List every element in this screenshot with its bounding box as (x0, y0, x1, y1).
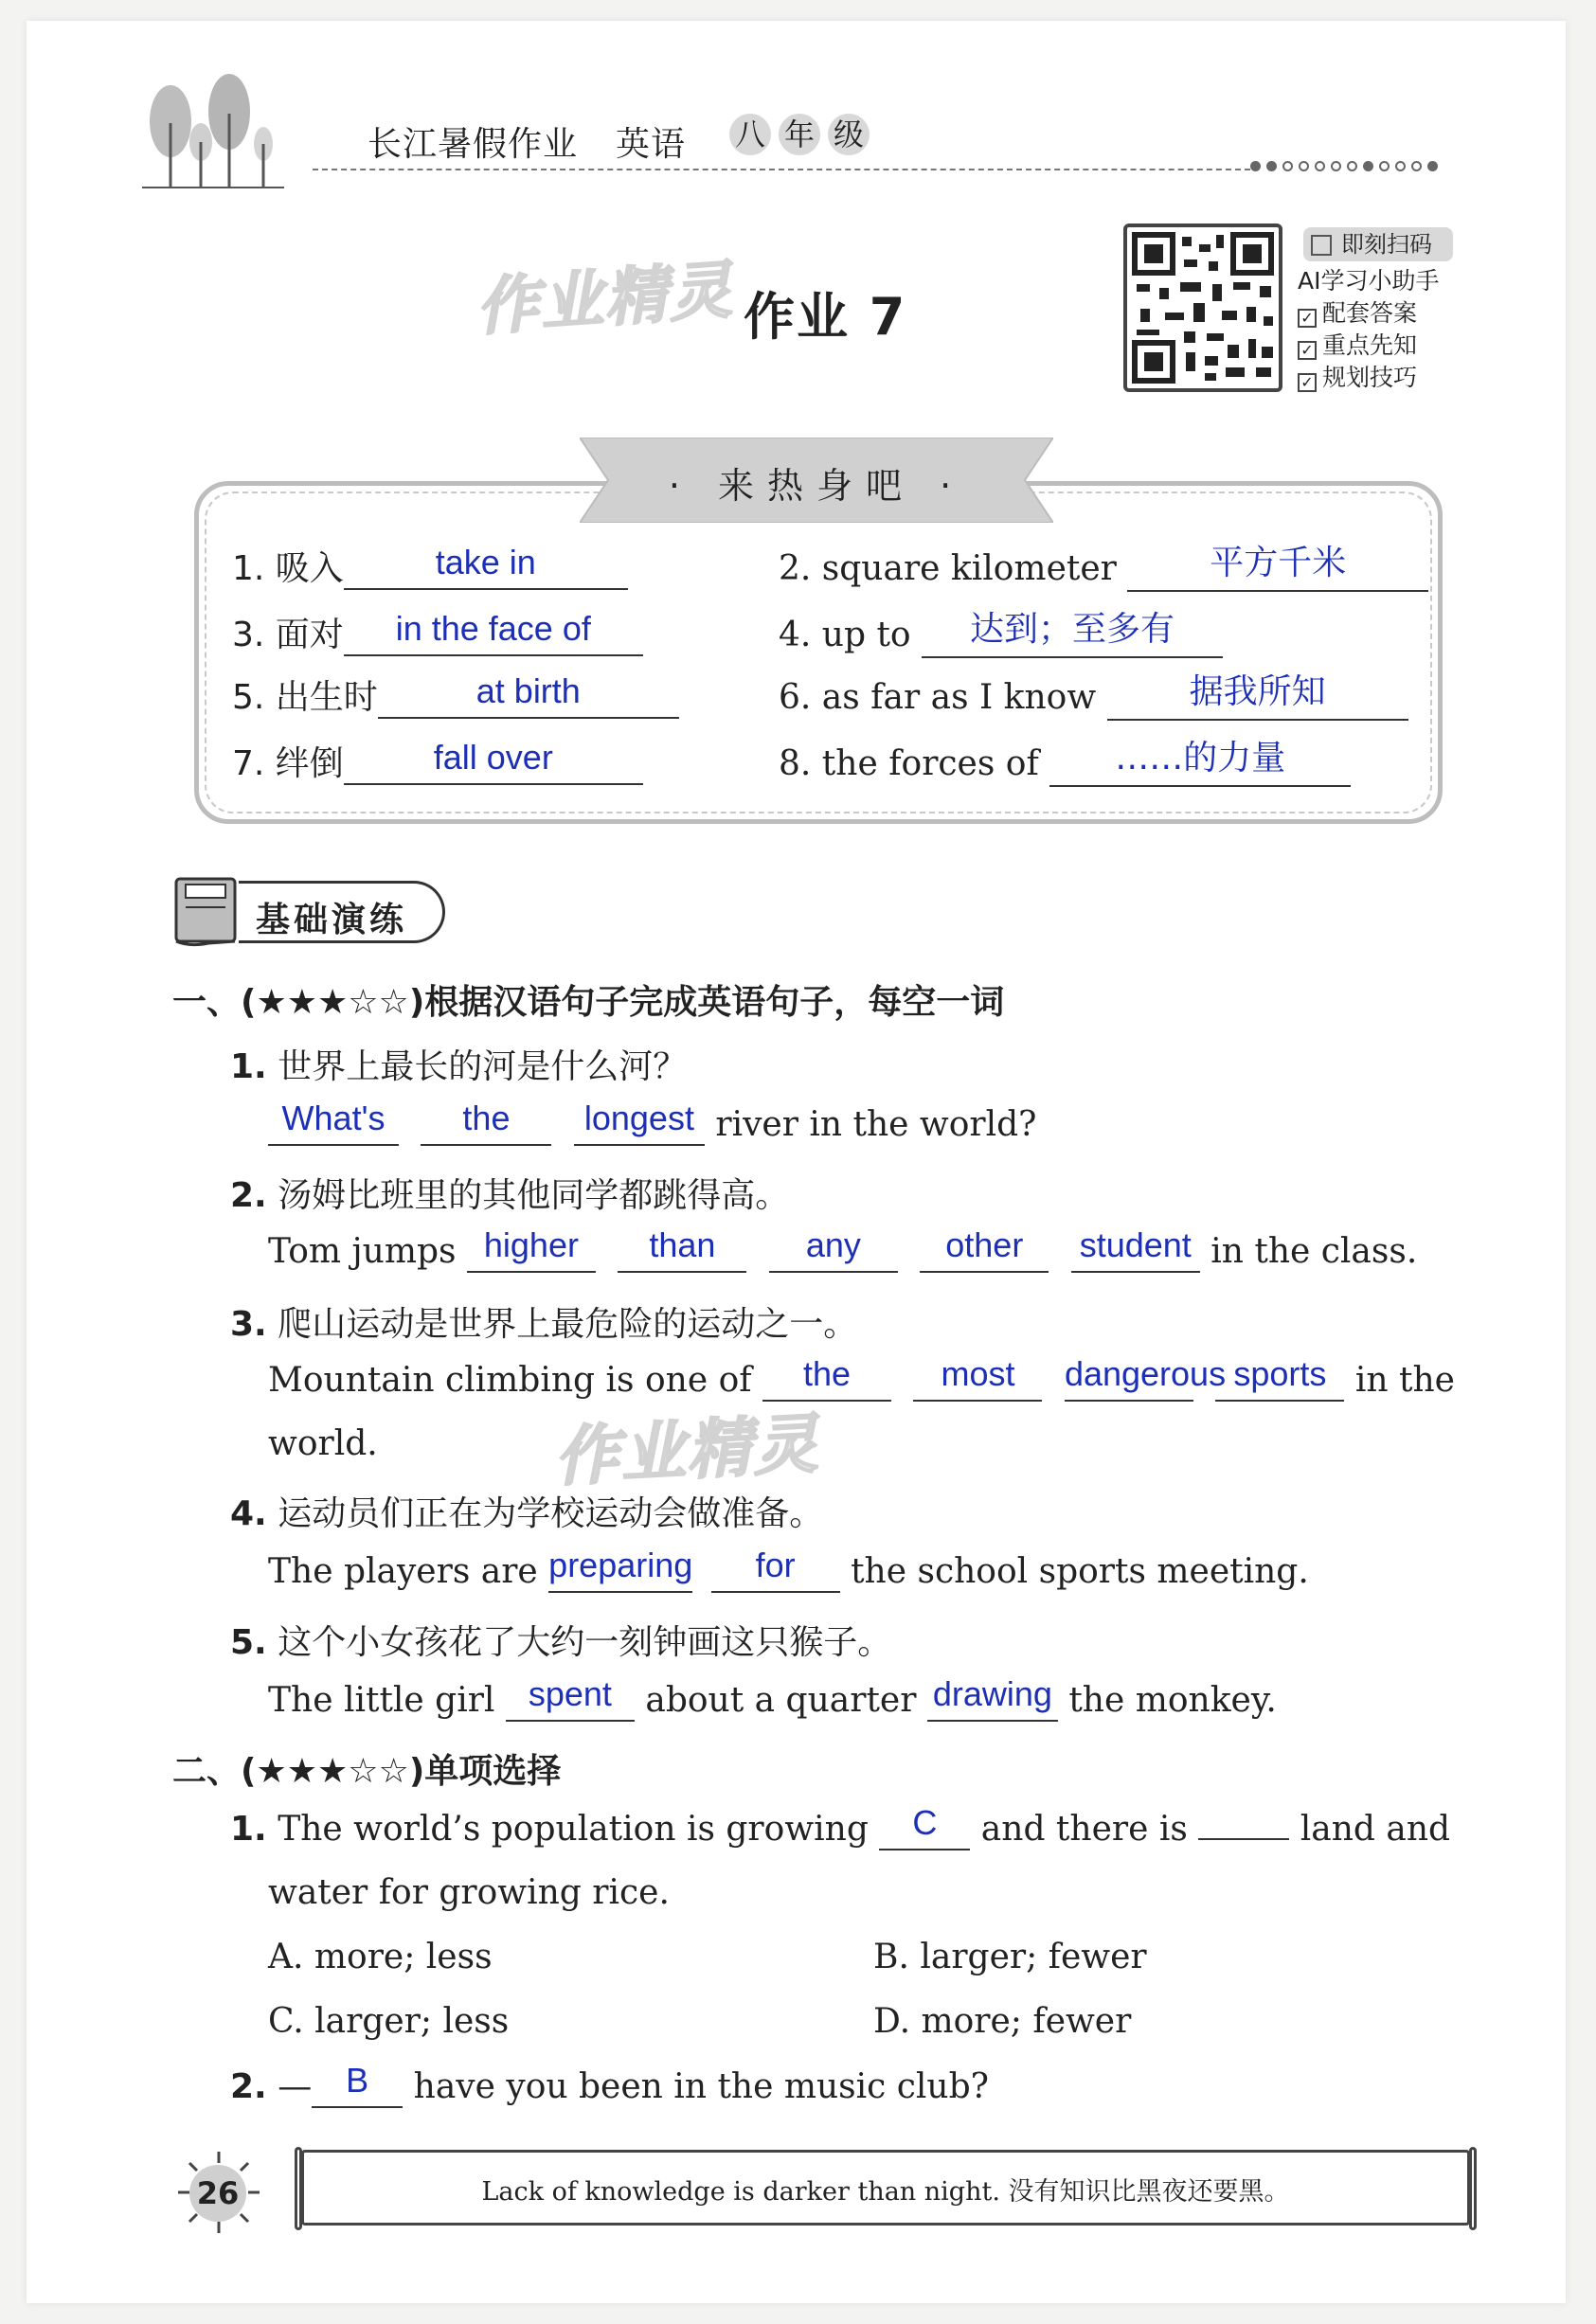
warmup-item: 1. 吸入 take in (232, 542, 628, 590)
answer-blank[interactable]: dangerous (1065, 1360, 1193, 1402)
question-cn: 5. 这个小女孩花了大约一刻钟画这只猴子。 (230, 1623, 892, 1662)
answer-blank[interactable]: the (762, 1360, 891, 1402)
answer-blank[interactable]: the (421, 1104, 551, 1146)
grade-char: 八 (729, 114, 771, 155)
answer-blank[interactable]: in the face of (344, 615, 643, 656)
mc-question: 2. — B have you been in the music club? (230, 2061, 989, 2106)
warmup-item: 8. the forces of ……的力量 (779, 737, 1351, 787)
answer-blank[interactable]: other (920, 1231, 1049, 1273)
answer-blank[interactable]: preparing (548, 1551, 692, 1593)
qr-line: ✓ 重点先知 (1298, 330, 1439, 362)
scan-tag-label: 即刻扫码 (1341, 231, 1432, 258)
answer-blank[interactable]: at birth (378, 677, 679, 719)
page-number: 26 (189, 2165, 246, 2222)
mc-question-cont: water for growing rice. (268, 1873, 670, 1912)
answer-blank[interactable]: fall over (344, 743, 643, 785)
answer-blank[interactable]: 平方千米 (1127, 542, 1428, 592)
grade-char: 年 (779, 114, 820, 155)
trees-decoration-icon (142, 66, 332, 189)
question-en: The little girl spent about a quarter drawing the monkey. (268, 1674, 1277, 1720)
question-en: Tom jumps higher than any other student in the class. (268, 1225, 1418, 1271)
section-label: 基础演练 (239, 881, 445, 943)
option-c[interactable]: C. larger; less (268, 2002, 510, 2041)
scan-icon (1311, 235, 1332, 256)
question-cn: 4. 运动员们正在为学校运动会做准备。 (230, 1494, 824, 1533)
warmup-item: 3. 面对 in the face of (232, 608, 643, 656)
checkbox-icon: ✓ (1298, 309, 1317, 328)
answer-blank[interactable]: take in (344, 548, 628, 590)
question-cn: 3. 爬山运动是世界上最危险的运动之一。 (230, 1305, 858, 1344)
watermark: 作业精灵 (552, 1406, 822, 1496)
qr-line-title: AI学习小助手 (1298, 267, 1440, 295)
book-icon (170, 873, 246, 951)
header-dots (1250, 161, 1438, 171)
question-en: The players are preparing for the school sports meeting. (268, 1546, 1309, 1591)
subject-name: 英语 (616, 125, 687, 164)
answer-blank[interactable]: most (913, 1360, 1042, 1402)
answer-blank[interactable]: ……的力量 (1049, 737, 1351, 787)
answer-blank[interactable]: for (711, 1551, 840, 1593)
answer-blank[interactable]: sports (1215, 1360, 1344, 1402)
question-en: Mountain climbing is one of the most dangerous sports in the (268, 1354, 1455, 1400)
question-en: What's the longest river in the world? (268, 1104, 1036, 1146)
warmup-title: · 来热身吧 · (668, 465, 965, 507)
warmup-item: 5. 出生时 at birth (232, 670, 679, 719)
book-name: 长江暑假作业 (368, 125, 579, 164)
question-en-cont: world. (268, 1424, 378, 1463)
qr-line: ✓ 配套答案 (1298, 297, 1439, 330)
option-a[interactable]: A. more; less (268, 1938, 493, 1976)
checkbox-icon: ✓ (1298, 341, 1317, 360)
answer-blank[interactable]: than (618, 1231, 746, 1273)
answer-blank[interactable] (1198, 1838, 1289, 1840)
homework-title: 作业 7 (744, 287, 907, 347)
motto-text: Lack of knowledge is darker than night. 没有知识比黑夜还要黑。 (481, 2177, 1290, 2207)
part1-heading: 一、(★★★☆☆)根据汉语句子完成英语句子，每空一词 (172, 983, 1005, 1022)
warmup-item: 4. up to 达到；至多有 (779, 608, 1223, 658)
answer-blank[interactable]: higher (467, 1231, 596, 1273)
answer-blank[interactable]: spent (506, 1680, 635, 1722)
answer-blank[interactable]: any (769, 1231, 898, 1273)
mc-question: 1. The world’s population is growing C and there is land and (230, 1803, 1451, 1849)
part2-heading: 二、(★★★☆☆)单项选择 (172, 1752, 562, 1791)
warmup-item: 2. square kilometer 平方千米 (779, 542, 1428, 592)
qr-code-icon[interactable] (1123, 223, 1282, 392)
answer-blank[interactable]: drawing (927, 1680, 1058, 1722)
option-d[interactable]: D. more; fewer (873, 2002, 1132, 2041)
warmup-item: 6. as far as I know 据我所知 (779, 670, 1408, 721)
header-title (368, 117, 724, 166)
answer-blank[interactable]: C (879, 1809, 970, 1850)
grade-badge (729, 114, 870, 155)
answer-blank[interactable]: B (312, 2066, 403, 2108)
watermark: 作业精灵 (474, 253, 736, 345)
qr-feature-list (1298, 265, 1439, 394)
question-cn: 1. 世界上最长的河是什么河？ (230, 1047, 688, 1086)
answer-blank[interactable]: longest (574, 1104, 705, 1146)
option-b[interactable]: B. larger; fewer (873, 1938, 1147, 1976)
answer-blank[interactable]: 据我所知 (1107, 670, 1408, 721)
question-cn: 2. 汤姆比班里的其他同学都跳得高。 (230, 1176, 790, 1215)
answer-blank[interactable]: 达到；至多有 (922, 608, 1223, 658)
checkbox-icon: ✓ (1298, 373, 1317, 392)
qr-line: ✓ 规划技巧 (1298, 362, 1439, 394)
answer-blank[interactable]: What's (268, 1104, 399, 1146)
answer-blank[interactable]: student (1071, 1231, 1200, 1273)
warmup-item: 7. 绊倒 fall over (232, 737, 643, 785)
grade-char: 级 (828, 114, 870, 155)
header-dashed-line (313, 169, 1250, 170)
